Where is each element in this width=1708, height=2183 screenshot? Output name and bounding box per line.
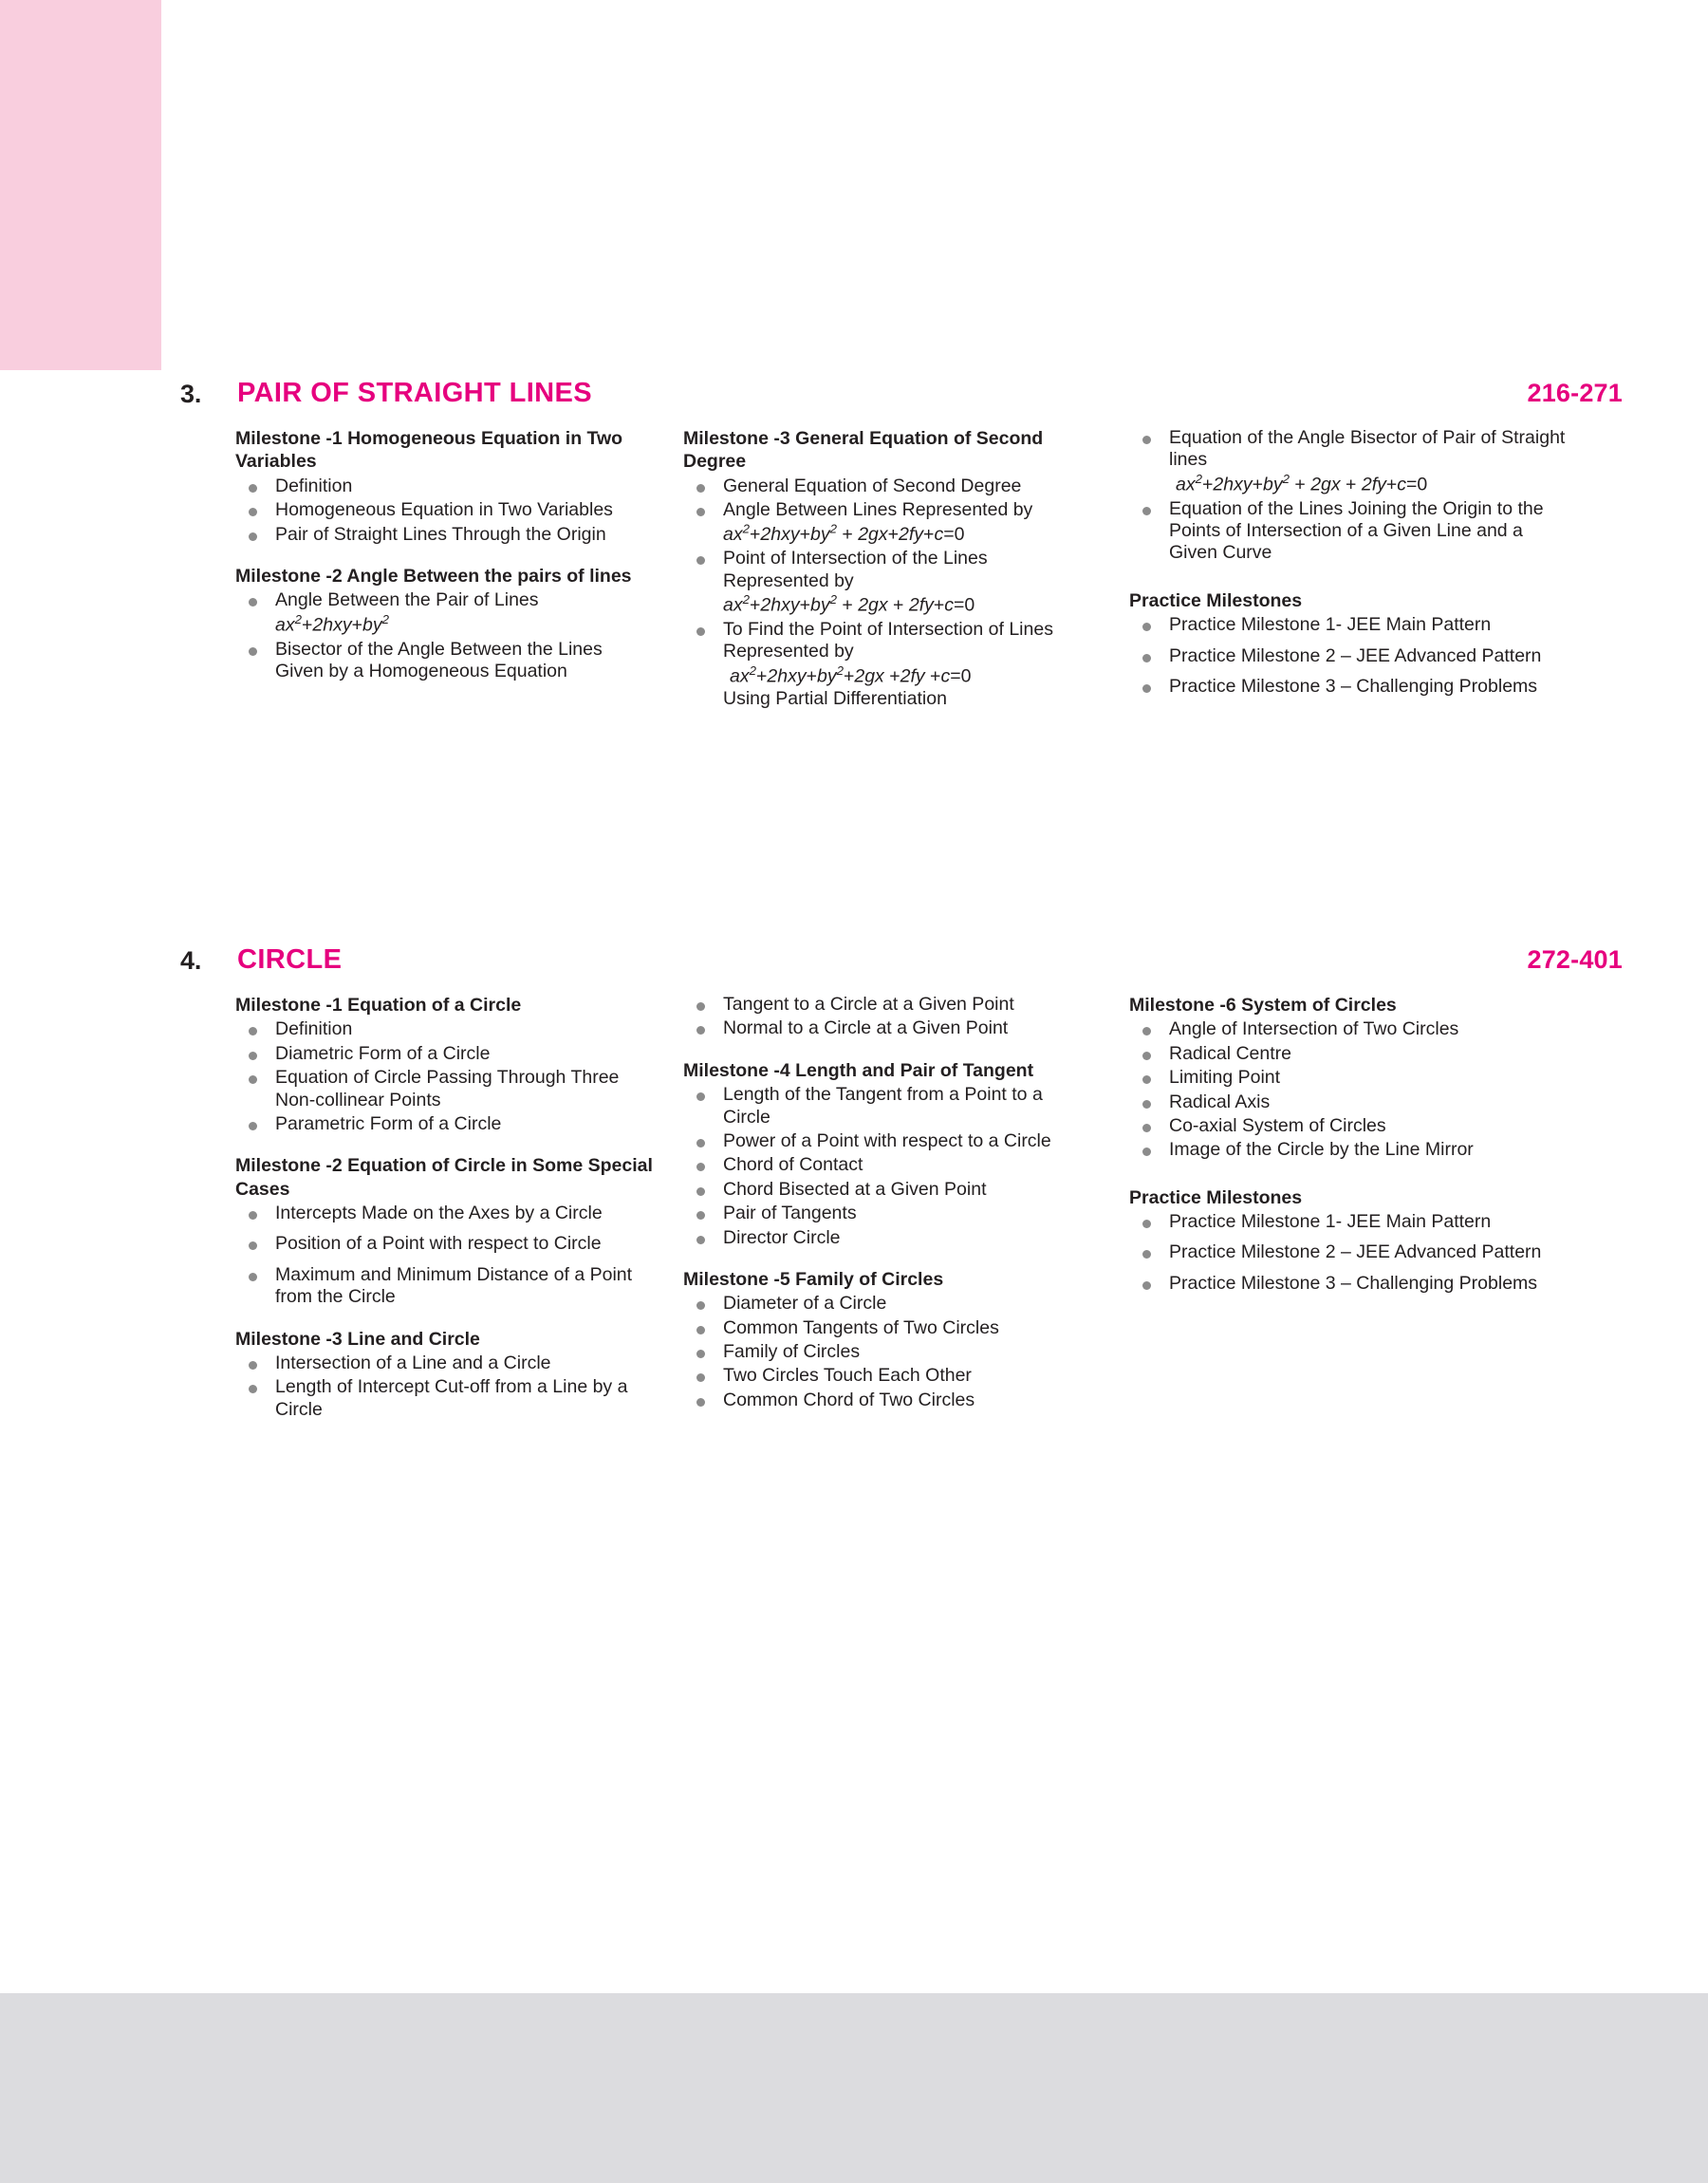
list-item-label: General Equation of Second Degree — [723, 475, 1022, 496]
list-item[interactable] — [683, 1084, 1091, 1129]
bullet-icon — [1142, 1075, 1151, 1084]
list-item-label: Definition — [275, 1018, 353, 1040]
list-item[interactable] — [683, 476, 1091, 497]
list-item-label: Angle of Intersection of Two Circles — [1169, 1018, 1459, 1040]
list-item[interactable] — [1129, 645, 1566, 667]
section-page-range: 216-271 — [1527, 379, 1623, 407]
list-item[interactable] — [683, 1390, 1091, 1411]
list-item-label: Practice Milestone 1- JEE Main Pattern — [1169, 1211, 1492, 1233]
bullet-icon — [1142, 1250, 1151, 1259]
list-item[interactable] — [1129, 676, 1566, 698]
bullet-icon — [249, 1027, 257, 1036]
list-item-label: Diameter of a Circle — [723, 1293, 887, 1315]
list-item[interactable] — [1129, 1092, 1566, 1113]
milestone-item-list — [235, 1018, 662, 1135]
list-item[interactable] — [235, 1376, 662, 1421]
section-page-range: 272-401 — [1527, 945, 1623, 974]
bullet-icon — [1142, 1100, 1151, 1109]
formula: $ax^2+2hxy+by^2+2gx +2fy +c=0$ — [730, 662, 972, 687]
bullet-icon — [696, 1211, 705, 1220]
milestone-continuation-block — [683, 994, 1091, 1040]
bullet-icon — [249, 598, 257, 606]
milestone-title: Milestone -2 Angle Between the pairs of lines — [235, 565, 632, 587]
list-item[interactable] — [683, 1317, 1091, 1339]
list-item-label: Tangent to a Circle at a Given Point — [723, 994, 1014, 1015]
bullet-icon — [249, 532, 257, 541]
column-1 — [235, 994, 662, 1423]
list-item-label: Homogeneous Equation in Two Variables — [275, 499, 613, 521]
list-item[interactable] — [235, 1067, 662, 1111]
formula: $ax^2+2hxy+by^2 + 2gx + 2fy+c=0$ — [723, 592, 975, 616]
list-item[interactable] — [683, 994, 1091, 1016]
section-header — [180, 378, 1623, 421]
practice-milestone-list — [1129, 1211, 1566, 1295]
list-item[interactable] — [1129, 614, 1566, 636]
milestone-title: Milestone -1 Homogeneous Equation in Two Variables — [235, 428, 623, 473]
list-item[interactable] — [1129, 1211, 1566, 1233]
bullet-icon — [696, 627, 705, 636]
bullet-icon — [1142, 1124, 1151, 1132]
column-3 — [1129, 427, 1566, 706]
list-item[interactable] — [683, 1341, 1091, 1363]
bullet-icon — [249, 1361, 257, 1370]
list-item[interactable] — [235, 589, 653, 636]
bullet-icon — [249, 1075, 257, 1084]
bullet-icon — [249, 1385, 257, 1393]
list-item-label: Radical Axis — [1169, 1091, 1271, 1112]
bullet-icon — [249, 647, 257, 656]
list-item[interactable] — [683, 548, 1091, 617]
bullet-icon — [1142, 654, 1151, 662]
bullet-icon — [696, 1398, 705, 1407]
section-pair-of-straight-lines — [180, 378, 1623, 778]
list-item-label: Director Circle — [723, 1226, 841, 1248]
milestone-item-list — [235, 476, 653, 546]
list-item-label: Pair of Straight Lines Through the Origin — [275, 523, 606, 545]
list-item[interactable] — [235, 1233, 662, 1255]
milestone-block — [1129, 427, 1566, 565]
milestone-item-list — [235, 1353, 662, 1421]
list-item-suffix: Using Partial Differentiation — [723, 687, 947, 709]
list-item[interactable] — [235, 1353, 662, 1374]
list-item-label: Length of the Tangent from a Point to a Circle — [723, 1084, 1043, 1128]
milestone-title: Milestone -3 Line and Circle — [235, 1328, 480, 1350]
list-item-label: Length of Intercept Cut-off from a Line by a Circle — [275, 1376, 628, 1420]
milestone-block — [1129, 994, 1566, 1162]
decorative-bottom-band — [0, 1993, 1708, 2183]
bullet-icon — [696, 508, 705, 516]
practice-milestones-block — [1129, 1186, 1566, 1296]
list-item-label: Common Chord of Two Circles — [723, 1389, 975, 1410]
list-item[interactable] — [683, 1293, 1091, 1315]
list-item-label: Equation of the Lines Joining the Origin to the Points of Intersection of a Given Line and a Given Curve — [1169, 497, 1544, 564]
list-item[interactable] — [235, 1264, 662, 1309]
milestone-block — [683, 1059, 1091, 1249]
milestone-item-list — [235, 1203, 662, 1309]
list-item-label: Practice Milestone 2 – JEE Advanced Pattern — [1169, 644, 1542, 666]
bullet-icon — [696, 1350, 705, 1358]
list-item-label: To Find the Point of Intersection of Lines Represented by — [723, 619, 1053, 662]
list-item-label: Equation of the Angle Bisector of Pair of Straight lines — [1169, 427, 1566, 471]
list-item-label: Maximum and Minimum Distance of a Point from the Circle — [275, 1263, 633, 1308]
bullet-icon — [249, 1211, 257, 1220]
list-item[interactable] — [1129, 1273, 1566, 1295]
milestone-title: Milestone -1 Equation of a Circle — [235, 995, 522, 1016]
milestone-block — [235, 1154, 662, 1308]
milestone-title: Milestone -6 System of Circles — [1129, 995, 1397, 1016]
section-number: 4. — [180, 946, 202, 975]
milestone-title: Milestone -5 Family of Circles — [683, 1268, 944, 1290]
list-item[interactable] — [683, 1130, 1091, 1152]
list-item[interactable] — [683, 1179, 1091, 1201]
bullet-icon — [1142, 507, 1151, 515]
bullet-icon — [1142, 623, 1151, 631]
section-circle — [180, 944, 1623, 1582]
list-item-label: Intercepts Made on the Axes by a Circle — [275, 1203, 603, 1224]
list-item-label: Co-axial System of Circles — [1169, 1114, 1386, 1136]
section-columns — [180, 427, 1623, 778]
bullet-icon — [696, 1026, 705, 1035]
list-item-label: Practice Milestone 3 – Challenging Problems — [1169, 676, 1538, 697]
list-item[interactable] — [683, 1227, 1091, 1249]
milestone-block — [683, 427, 1091, 710]
list-item[interactable] — [683, 1203, 1091, 1224]
milestone-title: Milestone -2 Equation of Circle in Some Special Cases — [235, 1155, 653, 1200]
section-header — [180, 944, 1623, 988]
bullet-icon — [1142, 1147, 1151, 1156]
bullet-icon — [249, 1241, 257, 1250]
section-number: 3. — [180, 380, 202, 408]
milestone-item-list — [683, 476, 1091, 710]
bullet-icon — [696, 484, 705, 493]
bullet-icon — [696, 1139, 705, 1147]
bullet-icon — [1142, 1220, 1151, 1228]
list-item[interactable] — [683, 1365, 1091, 1387]
list-item-label: Intersection of a Line and a Circle — [275, 1353, 551, 1374]
formula: $ax^2+2hxy+by^2 + 2gx+2fy+c=0$ — [723, 521, 965, 546]
list-item-label: Chord of Contact — [723, 1154, 863, 1176]
list-item[interactable] — [1129, 427, 1566, 496]
bullet-icon — [696, 1092, 705, 1101]
section-columns — [180, 994, 1623, 1582]
list-item[interactable] — [683, 1154, 1091, 1176]
formula: $ax^2+2hxy+by^2$ — [275, 611, 389, 636]
milestone-item-list — [1129, 427, 1566, 565]
list-item-label: Normal to a Circle at a Given Point — [723, 1017, 1009, 1039]
bullet-icon — [696, 1187, 705, 1196]
practice-milestone-list — [1129, 614, 1566, 698]
list-item[interactable] — [1129, 1043, 1566, 1065]
milestone-block — [235, 565, 653, 682]
list-item[interactable] — [683, 499, 1091, 546]
bullet-icon — [696, 1301, 705, 1310]
milestone-block — [683, 1268, 1091, 1411]
list-item-label: Bisector of the Angle Between the Lines Given by a Homogeneous Equation — [275, 638, 603, 681]
list-item[interactable] — [683, 1017, 1091, 1039]
section-title[interactable]: CIRCLE — [237, 944, 343, 975]
column-3 — [1129, 994, 1566, 1303]
list-item[interactable] — [1129, 498, 1566, 565]
list-item-label: Position of a Point with respect to Circle — [275, 1233, 602, 1255]
list-item[interactable] — [235, 1018, 662, 1040]
list-item[interactable] — [1129, 1241, 1566, 1263]
column-1 — [235, 427, 653, 684]
bullet-icon — [696, 1236, 705, 1244]
bullet-icon — [696, 1002, 705, 1011]
bullet-icon — [249, 1273, 257, 1281]
bullet-icon — [1142, 436, 1151, 444]
list-item-label: Angle Between the Pair of Lines — [275, 589, 539, 611]
bullet-icon — [696, 1373, 705, 1382]
list-item-label: Radical Centre — [1169, 1042, 1291, 1064]
list-item-label: Point of Intersection of the Lines Represented by — [723, 548, 988, 591]
list-item-label: Parametric Form of a Circle — [275, 1112, 502, 1134]
list-item[interactable] — [683, 619, 1091, 710]
milestone-item-list — [235, 589, 653, 682]
milestone-title: Milestone -3 General Equation of Second Degree — [683, 428, 1044, 473]
list-item-label: Chord Bisected at a Given Point — [723, 1178, 987, 1200]
list-item-label: Two Circles Touch Each Other — [723, 1365, 972, 1387]
milestone-item-list — [1129, 1018, 1566, 1161]
list-item[interactable] — [235, 476, 653, 497]
list-item[interactable] — [235, 1043, 662, 1065]
section-title[interactable]: PAIR OF STRAIGHT LINES — [237, 378, 592, 408]
bullet-icon — [249, 1052, 257, 1060]
practice-milestones-title: Practice Milestones — [1129, 589, 1303, 611]
list-item[interactable] — [235, 1203, 662, 1224]
list-item-label: Practice Milestone 3 – Challenging Problems — [1169, 1272, 1538, 1294]
list-item-label: Family of Circles — [723, 1341, 861, 1363]
bullet-icon — [249, 1122, 257, 1130]
practice-milestones-title: Practice Milestones — [1129, 1186, 1303, 1208]
list-item-label: Image of the Circle by the Line Mirror — [1169, 1139, 1474, 1161]
list-item-label: Limiting Point — [1169, 1067, 1281, 1089]
milestone-block — [235, 1328, 662, 1422]
bullet-icon — [1142, 1281, 1151, 1290]
bullet-icon — [1142, 1052, 1151, 1060]
list-item-label: Common Tangents of Two Circles — [723, 1316, 999, 1338]
milestone-block — [235, 994, 662, 1135]
milestone-item-list — [683, 1293, 1091, 1411]
list-item[interactable] — [1129, 1115, 1566, 1137]
bullet-icon — [696, 1163, 705, 1171]
list-item-label: Pair of Tangents — [723, 1203, 857, 1224]
practice-milestones-block — [1129, 589, 1566, 699]
list-item[interactable] — [235, 639, 653, 683]
bullet-icon — [249, 508, 257, 516]
list-item-label: Definition — [275, 475, 353, 496]
list-item-label: Practice Milestone 2 – JEE Advanced Pattern — [1169, 1241, 1542, 1263]
milestone-block — [235, 427, 653, 546]
bullet-icon — [1142, 1027, 1151, 1036]
milestone-item-list — [683, 994, 1091, 1040]
list-item[interactable] — [235, 499, 653, 521]
list-item[interactable] — [1129, 1067, 1566, 1089]
column-2 — [683, 427, 1091, 712]
list-item-label: Practice Milestone 1- JEE Main Pattern — [1169, 614, 1492, 636]
list-item-label: Equation of Circle Passing Through Three Non-collinear Points — [275, 1067, 620, 1110]
formula: $ax^2+2hxy+by^2 + 2gx + 2fy+c=0$ — [1176, 471, 1428, 495]
list-item-label: Angle Between Lines Represented by — [723, 499, 1033, 521]
list-item[interactable] — [235, 524, 653, 546]
column-2 — [683, 994, 1091, 1413]
list-item[interactable] — [1129, 1139, 1566, 1161]
bullet-icon — [1142, 684, 1151, 693]
milestone-item-list — [683, 1084, 1091, 1249]
list-item[interactable] — [235, 1113, 662, 1135]
bullet-icon — [249, 484, 257, 493]
list-item[interactable] — [1129, 1018, 1566, 1040]
bullet-icon — [696, 1326, 705, 1334]
bullet-icon — [696, 556, 705, 565]
list-item-label: Power of a Point with respect to a Circle — [723, 1129, 1051, 1151]
list-item-label: Diametric Form of a Circle — [275, 1042, 491, 1064]
milestone-title: Milestone -4 Length and Pair of Tangent — [683, 1059, 1034, 1081]
